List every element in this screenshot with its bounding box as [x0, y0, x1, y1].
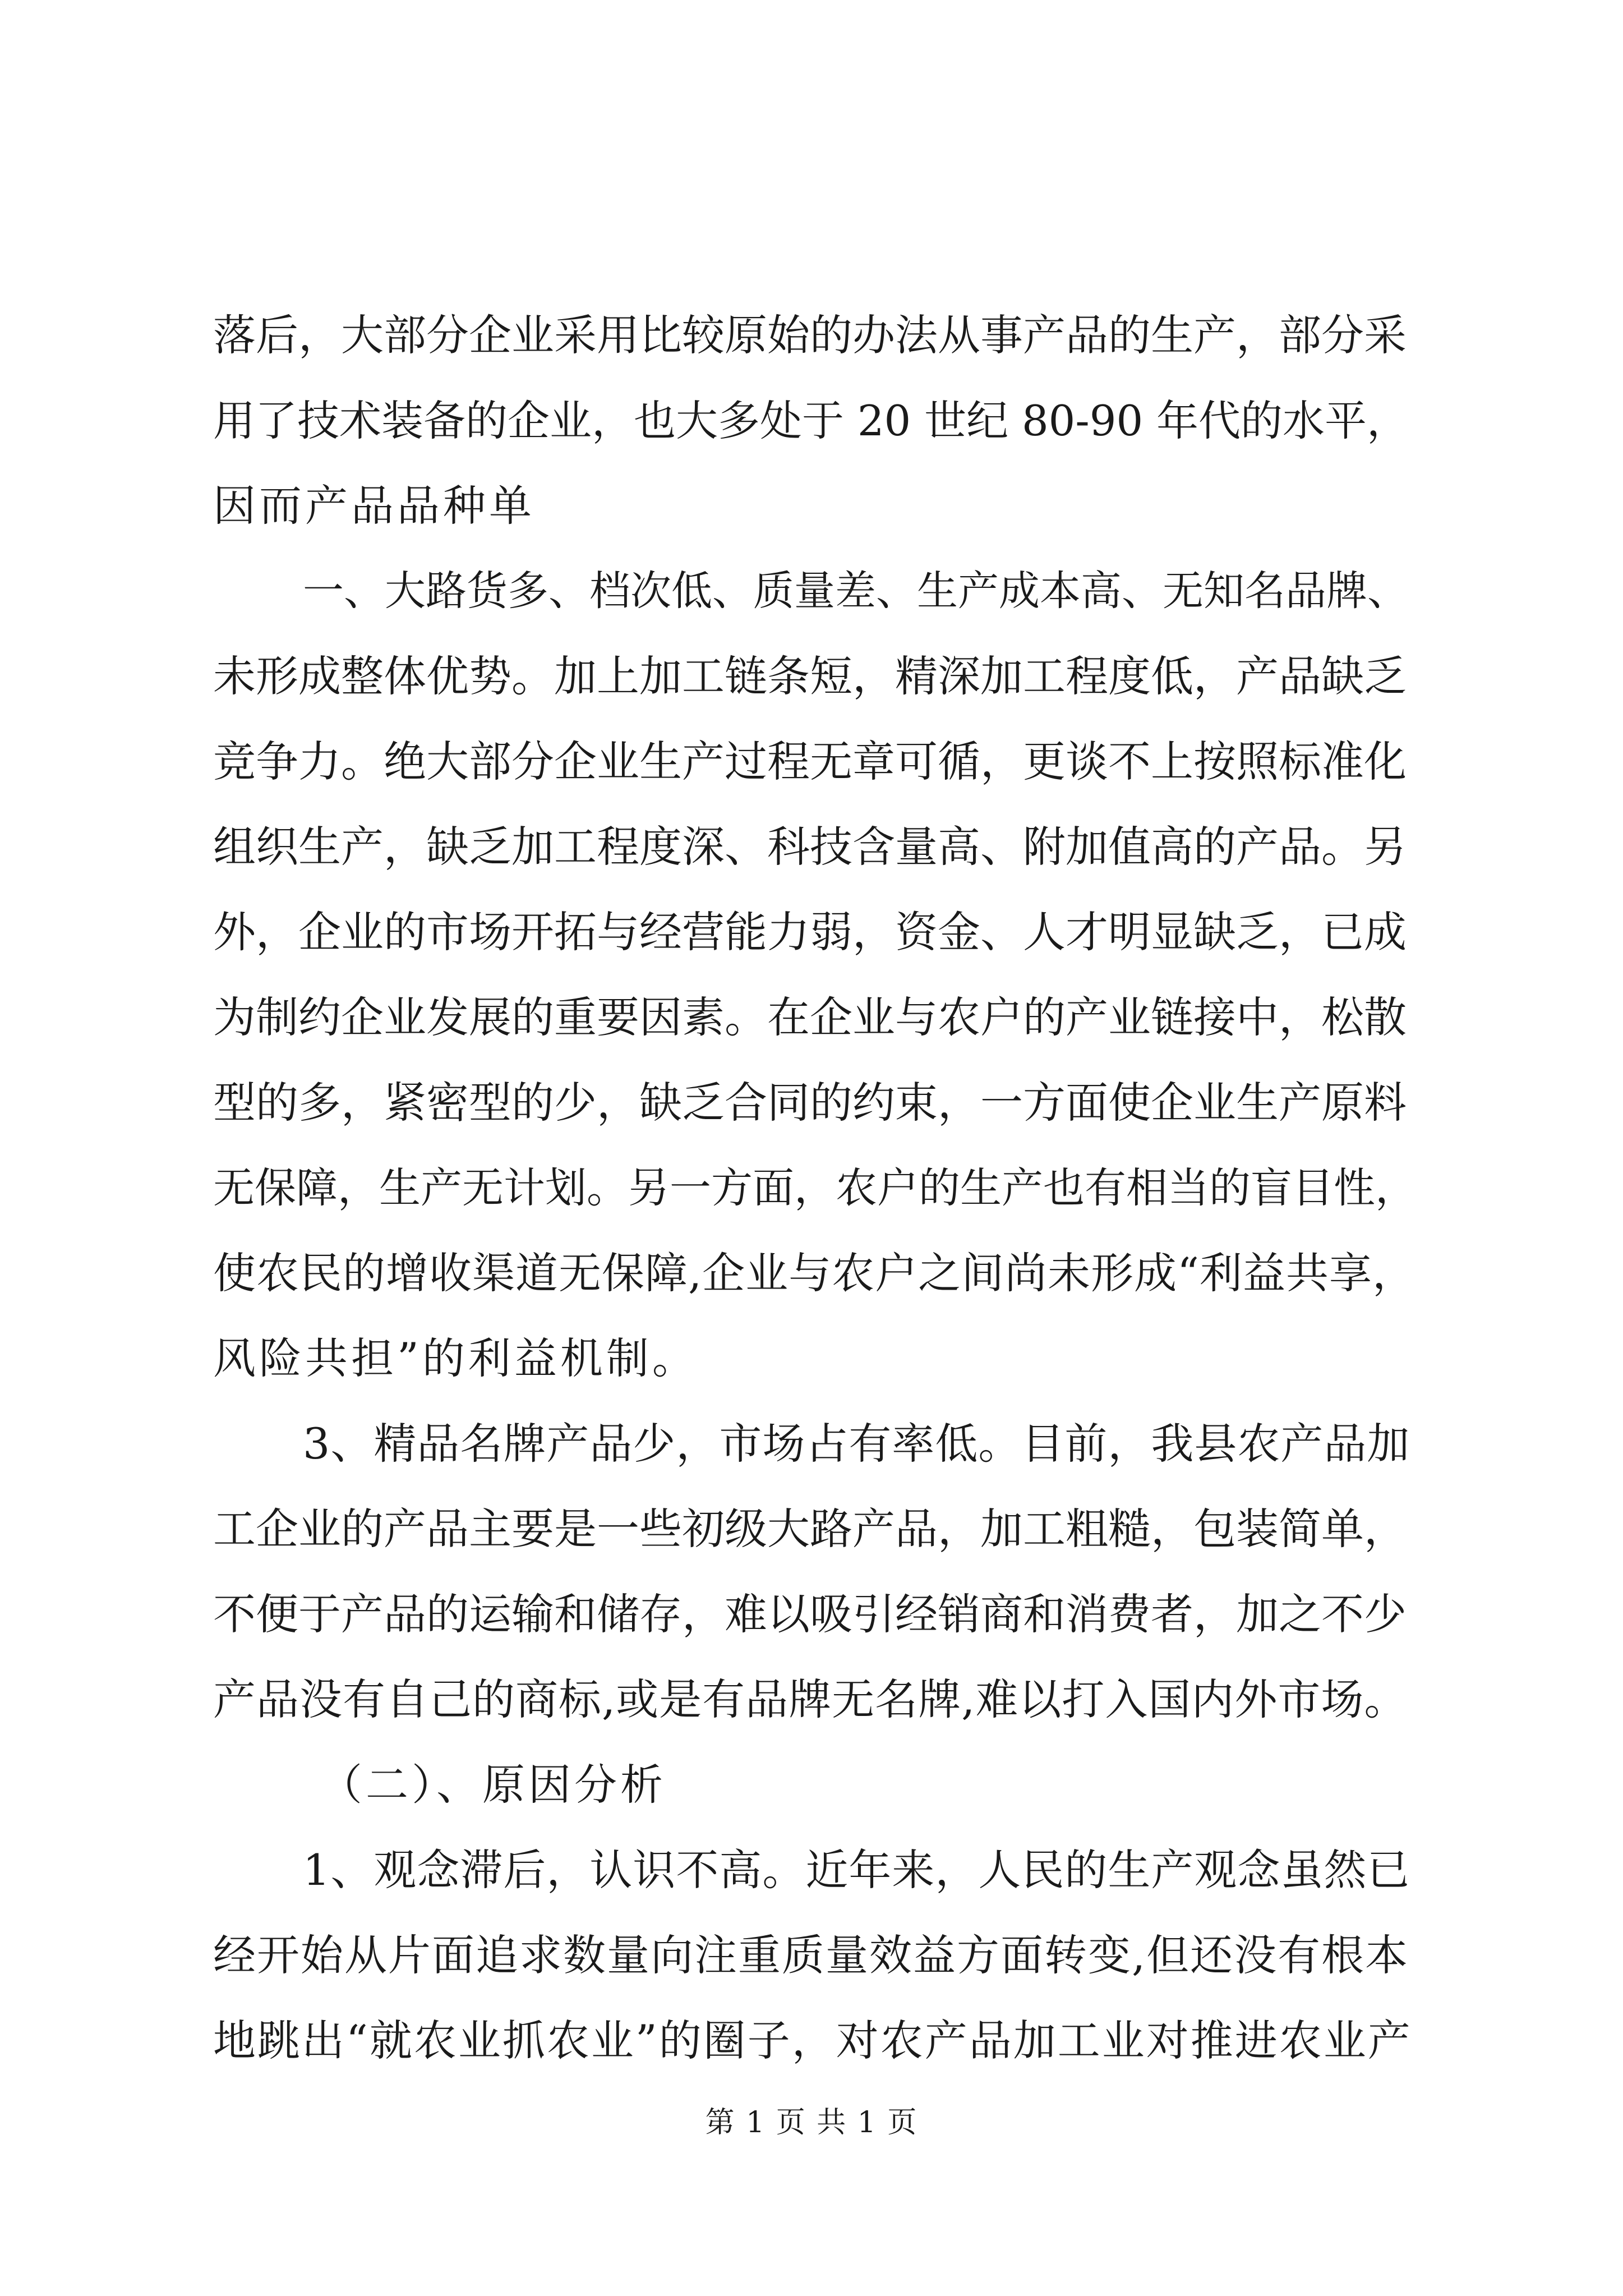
- text-line: 无保障，生产无计划。另一方面，农户的生产也有相当的盲目性，: [213, 1164, 1417, 1212]
- paragraph-first-line: 3、精品名牌产品少，市场占有率低。目前，我县农产品加: [303, 1419, 1410, 1469]
- text-line: 未形成整体优势。加上加工链条短，精深加工程度低，产品缺乏: [213, 651, 1407, 701]
- text-line: 使农民的增收渠道无保障,企业与农户之间尚未形成“利益共享，: [213, 1248, 1416, 1298]
- paragraph-first-line: 一、大路货多、档次低、质量差、生产成本高、无知名品牌、: [303, 567, 1408, 615]
- text-line: 不便于产品的运输和储存，难以吸引经销商和消费者，加之不少: [213, 1589, 1407, 1639]
- text-line: 风险共担”的利益机制。: [213, 1333, 698, 1383]
- text-line: 为制约企业发展的重要因素。在企业与农户的产业链接中，松散: [213, 992, 1407, 1042]
- text-line: 经开始从片面追求数量向注重质量效益方面转变,但还没有根本: [213, 1930, 1409, 1980]
- paragraph-first-line: 1、观念滞后，认识不高。近年来，人民的生产观念虽然已: [303, 1845, 1410, 1895]
- text-line: 组织生产，缺乏加工程度深、科技含量高、附加值高的产品。另: [213, 822, 1407, 872]
- text-line: 因而产品品种单: [213, 481, 535, 531]
- text-line: 落后，大部分企业采用比较原始的办法从事产品的生产，部分采: [213, 310, 1407, 360]
- text-line: 地跳出“就农业抓农业”的圈子，对农产品加工业对推进农业产: [213, 2016, 1412, 2065]
- text-line: 竞争力。绝大部分企业生产过程无章可循，更谈不上按照标准化: [213, 737, 1407, 786]
- section-heading: （二）、原因分析: [320, 1760, 666, 1810]
- text-line: 外，企业的市场开拓与经营能力弱，资金、人才明显缺乏，已成: [213, 907, 1407, 957]
- text-line: 产品没有自己的商标,或是有品牌无名牌,难以打入国内外市场。: [213, 1674, 1408, 1724]
- text-line: 型的多，紧密型的少，缺乏合同的约束，一方面使企业生产原料: [213, 1078, 1407, 1128]
- page-number-footer: 第 1 页 共 1 页: [705, 2106, 918, 2139]
- text-line: 工企业的产品主要是一些初级大路产品，加工粗糙，包装简单，: [213, 1504, 1407, 1554]
- text-line: 用了技术装备的企业，也大多处于 20 世纪 80-90 年代的水平，: [213, 396, 1409, 445]
